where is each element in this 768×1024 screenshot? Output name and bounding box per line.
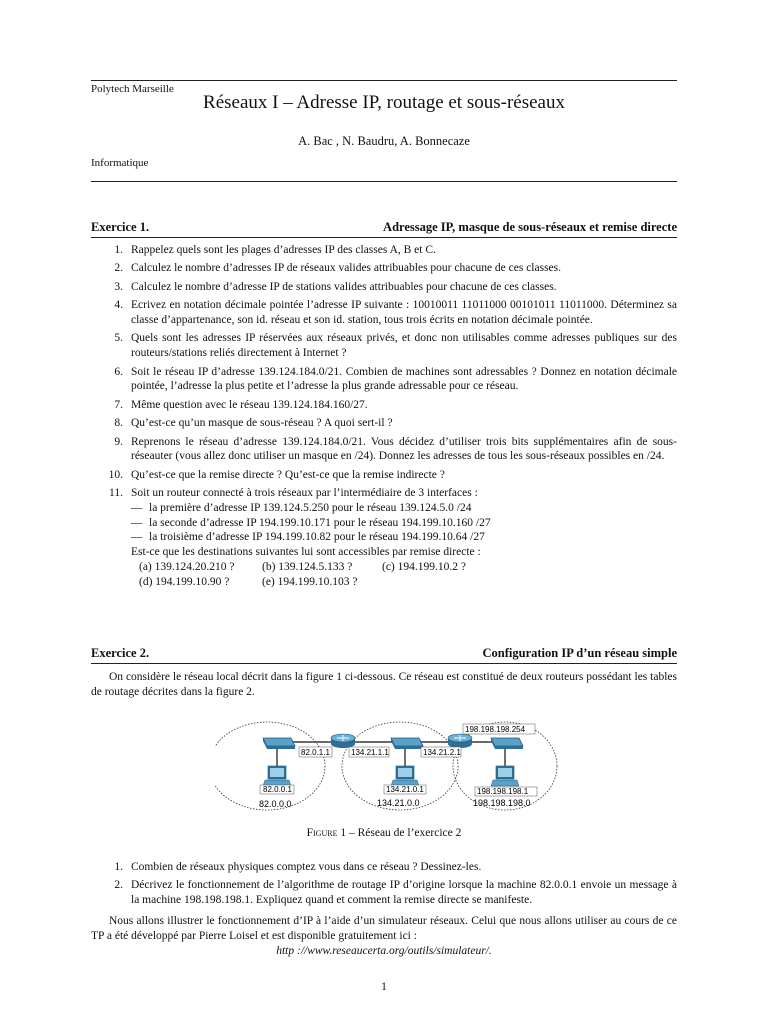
router1-left-label: 82.0.1.1	[301, 748, 330, 757]
simulator-url: http ://www.reseaucerta.org/outils/simulateur/.	[276, 945, 492, 957]
department: Informatique	[91, 157, 149, 169]
document-title: Réseaux I – Adresse IP, routage et sous-réseaux	[203, 92, 565, 113]
list-item: 6. Soit le réseau IP d’adresse 139.124.184.0/21. Combien de machines sont adressables ? Donnez en notation décimale pointée, l’adresse la plus petite et l’adresse la plus grande adressable pour ce réseau.	[114, 365, 677, 393]
list-item: 4. Ecrivez en notation décimale pointée l’adresse IP suivante : 10010011 11011000 00101011 11011000. Déterminez sa classe d’appartenance, son id. réseau et son id. station, tous trois écrits en notation décimale pointée.	[114, 299, 677, 326]
exercise-1-rule	[91, 237, 677, 238]
switch-icon	[491, 738, 523, 749]
router-icon	[448, 734, 472, 748]
exercise-2-rule	[91, 663, 677, 664]
switch-icon	[391, 738, 423, 749]
router2-left-label: 134.21.2.1	[423, 748, 461, 757]
list-item: 1. Combien de réseaux physiques comptez vous dans ce réseau ? Dessinez-les.	[114, 861, 482, 873]
list-item: 7. Même question avec le réseau 139.124.184.160/27.	[114, 398, 368, 411]
host3-label: 198.198.198.1	[477, 787, 529, 796]
exercise-2-title: Configuration IP d’un réseau simple	[482, 646, 677, 660]
authors: A. Bac , N. Baudru, A. Bonnecaze	[298, 134, 470, 148]
switch-icon	[263, 738, 295, 749]
list-item: 10. Qu’est-ce que la remise directe ? Qu’est-ce que la remise indirecte ?	[108, 468, 445, 481]
router2-top-label: 198.198.198.254	[465, 725, 526, 734]
figure-caption: Figure 1 – Réseau de l’exercice 2	[306, 827, 462, 839]
exercise-1-label: Exercice 1.	[91, 220, 150, 234]
exercise-2-heading	[91, 646, 677, 662]
exercise-1-questions	[91, 243, 677, 593]
institution: Polytech Marseille	[91, 83, 174, 95]
exercise-1-title: Adressage IP, masque de sous-réseaux et remise directe	[383, 220, 677, 234]
list-item: 2. Décrivez le fonctionnement de l’algorithme de routage IP d’origine lorsque la machine 82.0.0.1 envoie un message à la machine 198.198.198.1. Expliquez quand et comment la remise directe se manifeste.	[114, 879, 677, 907]
top-rule	[91, 80, 677, 81]
network2-label: 134.21.0.0	[377, 798, 420, 808]
list-item: 1. Rappelez quels sont les plages d’adresses IP des classes A, B et C.	[114, 244, 436, 256]
exercise-2-label: Exercice 2.	[91, 646, 150, 660]
computer-icon	[391, 766, 419, 786]
page-number: 1	[381, 981, 387, 993]
computer-icon	[263, 766, 291, 786]
router1-right-label: 134.21.1.1	[351, 748, 389, 757]
router-icon	[331, 734, 355, 748]
list-item: 2. Calculez le nombre d’adresses IP de réseaux valides attribuables pour chacune de ces classes.	[114, 262, 562, 275]
exercise-2-intro: On considère le réseau local décrit dans la figure 1 ci-dessous. Ce réseau est constitué de deux routeurs possédant les tables de routage décrites dans la figure 2.	[91, 671, 677, 698]
list-item: 8. Qu’est-ce qu’un masque de sous-réseau ? A quoi sert-il ?	[114, 417, 393, 430]
exercise-2-questions	[91, 860, 677, 912]
list-item: 11. Soit un routeur connecté à trois réseaux par l’intermédiaire de 3 interfaces : — la première d’adresse IP 139.124.5.250 pour le réseau 139.124.5.0 /24 — la seconde d’adresse IP 194.199.10.171 pour le réseau 194.199.10.160 /27 — la troisième d’adresse IP 194.199.10.82 pour le réseau 194.199.10.64 /27 Est-ce que les destinations suivantes lui sont accessibles par remise directe : (a) 139.124.20.210 ? (b) 139.124.5.133 ? (c) 194.199.10.2 ? (d) 194.199.10.90 ? (e) 194.199.10.103 ?	[109, 487, 491, 588]
list-item: 9. Reprenons le réseau d’adresse 139.124.184.0/21. Vous décidez d’utiliser trois bits supplémentaires afin de sous-réseauter (vous allez donc utiliser un masque en /24). Donnez les adresses de tous les sous-réseaux possibles en /24.	[114, 435, 677, 463]
network3-label: 198.198.198.0	[473, 798, 531, 808]
list-item: 3. Calculez le nombre d’adresse IP de stations valides attribuables pour chacune de ces classes.	[114, 280, 557, 293]
host1-label: 82.0.0.1	[263, 785, 292, 794]
exercise-2-outro: Nous allons illustrer le fonctionnement d’IP à l’aide d’un simulateur réseaux. Celui que nous allons utiliser au cours de ce TP a été développé par Pierre Loisel et est disponible gratuitement ici :	[91, 915, 677, 942]
network1-label: 82.0.0.0	[259, 799, 292, 809]
computer-icon	[491, 766, 519, 786]
network-diagram	[215, 708, 560, 812]
header-bottom-rule	[91, 181, 677, 182]
host2-label: 134.21.0.1	[386, 785, 424, 794]
list-item: 5. Quels sont les adresses IP réservées aux réseaux privés, et donc non utilisables comme adresses publiques sur des routeurs/stations reliés directement à Internet ?	[114, 332, 677, 360]
exercise-1-heading	[91, 220, 677, 236]
